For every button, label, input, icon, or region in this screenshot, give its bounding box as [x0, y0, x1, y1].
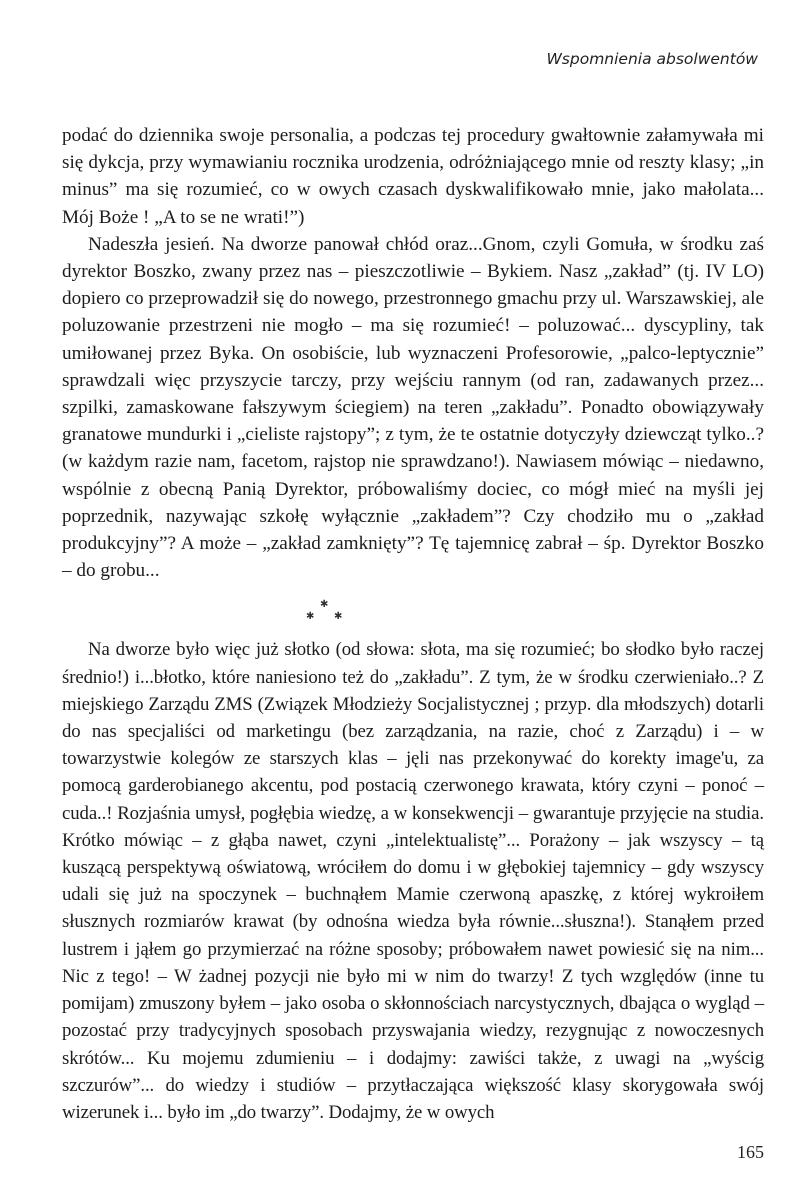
page-number: 165 [737, 1142, 764, 1162]
asterisk-icon: ✱ [320, 599, 329, 611]
asterisk-icon: ✱ [334, 611, 343, 623]
paragraph: Na dworze było więc już słotko (od słowa: słota, ma się rozumieć; bo słodko było raczej średnio!) i...błotko, które naniesiono też do „zakładu”. Z tym, że w środku czerwieniało..? Z miejskiego Zarządu ZMS (Związek Młodzieży Socjalistycznej ; przyp. dla młodszych) dotarli do nas specjaliści od marketingu (bez zarządzania, na razie, choć z Zarządu) i – w towarzystwie kolegów ze starszych klas – jęli nas przekonywać do korekty image'u, za pomocą garderobianego akcentu, pod postacią czerwonego krawata, który czyni – ponoć – cuda..! Rozjaśnia umysł, pogłębia wiedzę, a w konsekwencji – gwarantuje przyjęcie na studia. Krótko mówiąc – z głąba nawet, czyni „intelektualistę”... Porażony – jak wszyscy – tą kuszącą perspektywą oświatową, wróciłem do domu i w głębokiej tajemnicy – gdy wszyscy udali się już na spoczynek – buchnąłem Mamie czerwoną apaszkę, z której wykroiłem słusznych rozmiarów krawat (by odnośna wiedza była równie...słuszna!). Stanąłem przed lustrem i jąłem go przymierzać na różne sposoby; próbowałem nawet powiesić się na nim... Nic z tego! – W żadnej pozycji nie było mi w nim do twarzy! Z tych względów (inne tu pomijam) zmuszony byłem – jako osoba o skłonnościach narcystycznych, dbająca o wygląd – pozostać przy tradycyjnych sposobach przyswajania wiedzy, rezygnując z nowoczesnych skrótów... Ku mojemu zdumieniu – i dodajmy: zawiści także, z uwagi na „wyścig szczurów”... do wiedzy i studiów – przytłaczająca większość klasy skorygowała swój wizerunek i... było im „do twarzy”. Dodajmy, że w owych [62, 639, 764, 1123]
asterisk-icon: ✱ [306, 611, 315, 623]
paragraph-continuation: podać do dziennika swoje personalia, a podczas tej procedury gwałtownie załamywała mi się dykcja, przy wymawianiu rocznika urodzenia, odróżniającego mnie od reszty klasy; „in minus” ma się rozumieć, co w owych czasach dyskwalifikowało mnie, jako małolata... Mój Boże ! „A to se ne wrati!”) [62, 125, 764, 228]
section-separator [62, 584, 764, 636]
paragraph: Nadeszła jesień. Na dworze panował chłód oraz...Gnom, czyli Gomuła, w środku zaś dyrektor Boszko, zwany przez nas – pieszczotliwie – Bykiem. Nasz „zakład” (tj. IV LO) dopiero co przeprowadził się do nowego, przestronnego gmachu przy ul. Warszawskiej, ale poluzowanie przestrzeni nie mogło – ma się rozumieć! – poluzować... dyscypliny, tak umiłowanej przez Byka. On osobiście, lub wyznaczeni Profesorowie, „palco-leptycznie” sprawdzali więc przyszycie tarczy, przy wejściu rannym (od ran, zadawanych przez... szpilki, zamaskowane fałszywym ściegiem) na teren „zakładu”. Ponadto obowiązywały granatowe mundurki i „cieliste rajstopy”; z tym, że te ostatnie dotyczyły dziewcząt tylko..? (w każdym razie nam, facetom, rajstop nie sprawdzano!). Nawiasem mówiąc – niedawno, wspólnie z obecną Panią Dyrektor, próbowaliśmy dociec, co mógł mieć na myśli jej poprzednik, nazywając szkołę wyłącznie „zakładem”? Czy chodziło mu o „zakład produkcyjny”? A może – „zakład zamknięty”? Tę tajemnicę zabrał – śp. Dyrektor Boszko – do grobu... [62, 233, 764, 582]
body-text [62, 122, 764, 1126]
running-header: Wspomnienia absolwentów [546, 50, 758, 68]
